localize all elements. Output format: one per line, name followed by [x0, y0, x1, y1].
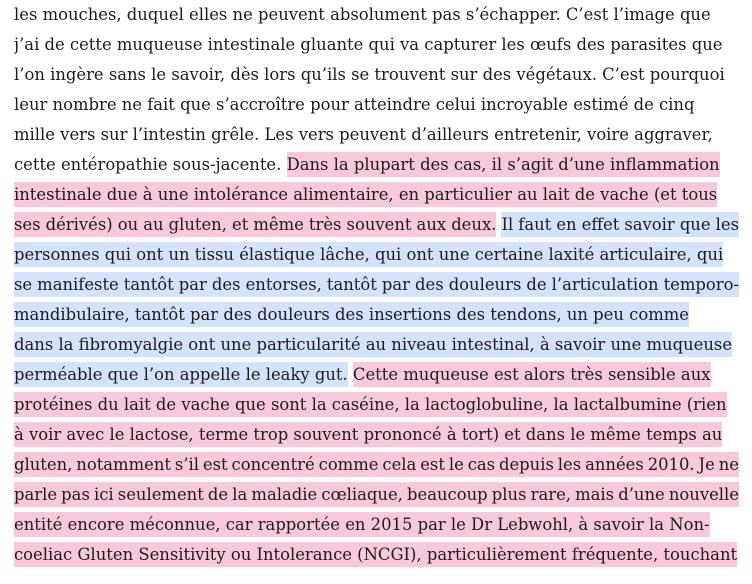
text-segment: j’ai de cette muqueuse intestinale gluante qui va capturer les œufs des parasites que: [14, 35, 723, 54]
text-line: [14, 0, 739, 30]
text-line: [14, 450, 739, 480]
text-line: [14, 120, 739, 150]
text-line: [14, 390, 739, 420]
text-line: [14, 210, 739, 240]
highlight-blue: mandibulaire, tantôt par des douleurs des insertions des tendons, un peu comme: [14, 302, 689, 327]
text-line: [14, 60, 739, 90]
highlight-pink: protéines du lait de vache que sont la caséine, la lactoglobuline, la lactalbumine (rien: [14, 392, 727, 417]
text-line: [14, 90, 739, 120]
text-line: [14, 480, 739, 510]
highlight-pink: gluten, notamment s’il est concentré comme cela est le cas depuis les années 2010. Je ne: [14, 452, 739, 477]
highlight-blue: personnes qui ont un tissu élastique lâche, qui ont une certaine laxité articulaire, qui: [14, 242, 723, 267]
highlight-pink: ses dérivés) ou au gluten, et même très souvent aux deux.: [14, 212, 496, 237]
text-line: [14, 300, 739, 330]
highlight-blue: se manifeste tantôt par des entorses, tantôt par des douleurs de l’articulation temporo-: [14, 272, 739, 297]
highlight-pink: coeliac Gluten Sensitivity ou Intolerance (NCGI), particulièrement fréquente, touchant: [14, 542, 737, 567]
text-line: [14, 360, 739, 390]
highlight-pink: Dans la plupart des cas, il s’agit d’une inflammation: [287, 152, 720, 177]
highlight-pink: parle pas ici seulement de la maladie cœliaque, beaucoup plus rare, mais d’une nouvelle: [14, 482, 739, 507]
text-segment: l’on ingère sans le savoir, dès lors qu’ils se trouvent sur des végétaux. C’est pourquoi: [14, 65, 725, 84]
text-line: [14, 420, 739, 450]
highlight-pink: à voir avec le lactose, terme trop souvent prononcé à tort) et dans le même temps au: [14, 422, 722, 447]
text-segment: mille vers sur l’intestin grêle. Les vers peuvent d’ailleurs entretenir, voire aggraver,: [14, 125, 713, 144]
text-line: [14, 330, 739, 360]
text-line: [14, 150, 739, 180]
highlight-blue: Il faut en effet savoir que les: [501, 212, 739, 237]
text-segment: cette entéropathie sous-jacente.: [14, 155, 287, 174]
highlight-blue: perméable que l’on appelle le leaky gut.: [14, 362, 348, 387]
text-line: [14, 180, 739, 210]
text-segment: leur nombre ne fait que s’accroître pour atteindre celui incroyable estimé de cinq: [14, 95, 695, 114]
text-line: [14, 540, 739, 570]
text-line: [14, 240, 739, 270]
text-line: [14, 30, 739, 60]
text-line: [14, 270, 739, 300]
text-line: [14, 510, 739, 540]
highlight-pink: Cette muqueuse est alors très sensible aux: [353, 362, 711, 387]
document-page: [14, 0, 739, 584]
text-segment: les mouches, duquel elles ne peuvent absolument pas s’échapper. C’est l’image que: [14, 5, 711, 24]
highlight-blue: dans la fibromyalgie ont une particularité au niveau intestinal, à savoir une muqueuse: [14, 332, 732, 357]
highlight-pink: entité encore méconnue, car rapportée en 2015 par le Dr Lebwohl, à savoir la Non-: [14, 512, 710, 537]
highlight-pink: intestinale due à une intolérance alimentaire, en particulier au lait de vache (et tous: [14, 182, 717, 207]
